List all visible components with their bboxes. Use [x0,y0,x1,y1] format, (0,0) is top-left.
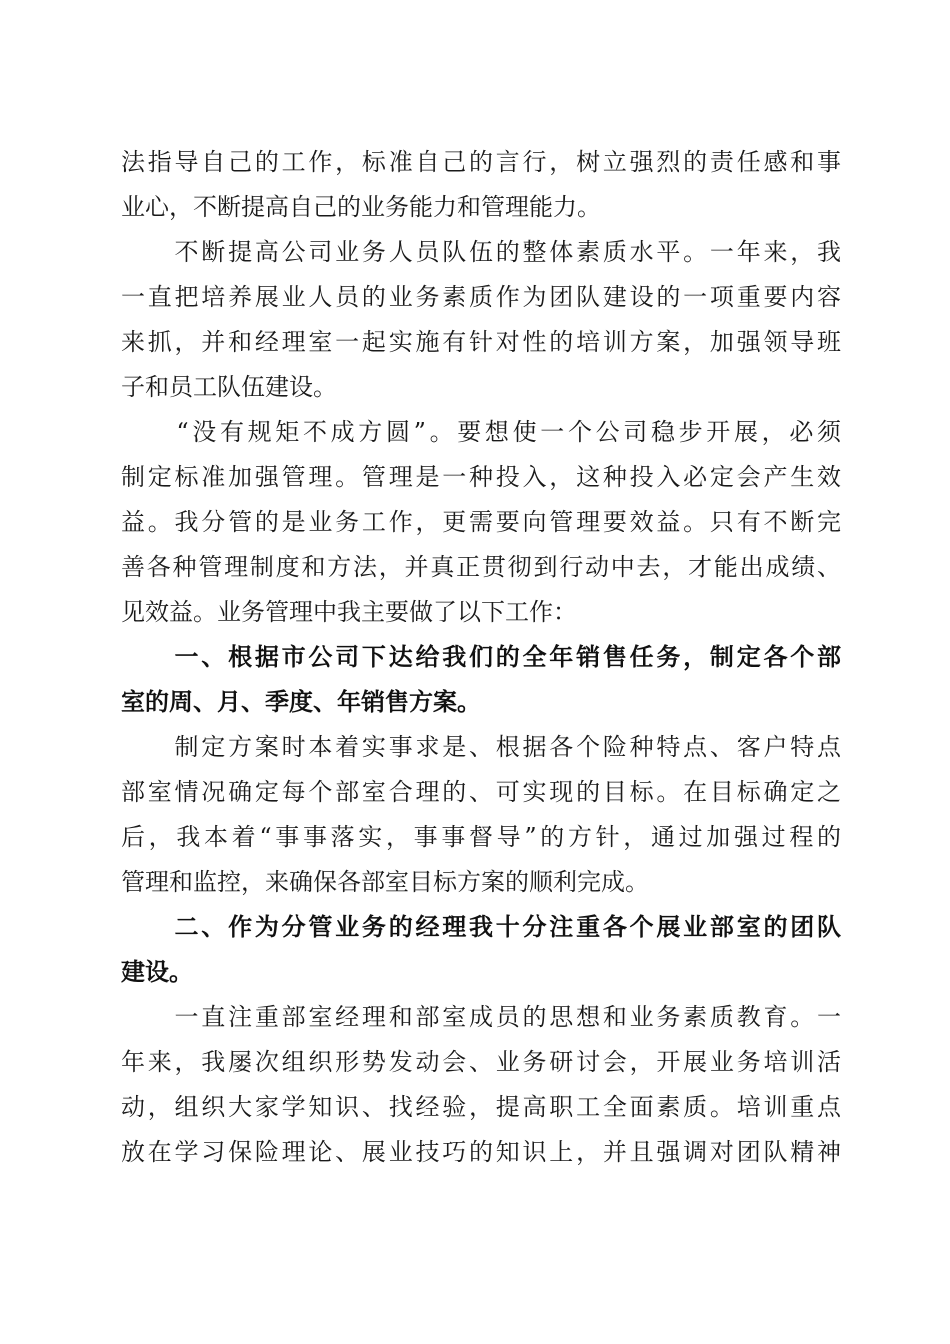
text-line: 法指导自己的工作，标准自己的言行，树立强烈的责任感和事 [121,148,841,176]
text-line: 一直注重部室经理和部室成员的思想和业务素质教育。一 [121,1003,841,1031]
text-line: 善各种管理制度和方法，并真正贯彻到行动中去，才能出成绩、 [121,553,841,581]
section-heading-line: 建设。 [121,958,193,986]
text-line: 年来，我屡次组织形势发动会、业务研讨会，开展业务培训活 [121,1048,841,1076]
text-line: 管理和监控，来确保各部室目标方案的顺利完成。 [121,868,649,896]
text-line: 益。我分管的是业务工作，更需要向管理要效益。只有不断完 [121,508,841,536]
text-line: “没有规矩不成方圆”。要想使一个公司稳步开展，必须 [121,418,841,446]
text-line: 制定标准加强管理。管理是一种投入，这种投入必定会产生效 [121,463,841,491]
text-line: 部室情况确定每个部室合理的、可实现的目标。在目标确定之 [121,778,841,806]
text-line: 来抓，并和经理室一起实施有针对性的培训方案，加强领导班 [121,328,841,356]
text-line: 见效益。业务管理中我主要做了以下工作： [121,598,577,626]
text-line: 制定方案时本着实事求是、根据各个险种特点、客户特点 [121,733,841,761]
text-line: 子和员工队伍建设。 [121,373,337,401]
text-line: 一直把培养展业人员的业务素质作为团队建设的一项重要内容 [121,283,841,311]
section-heading-line: 室的周、月、季度、年销售方案。 [121,688,481,716]
section-heading-line: 二、作为分管业务的经理我十分注重各个展业部室的团队 [121,913,841,941]
text-line: 动，组织大家学知识、找经验，提高职工全面素质。培训重点 [121,1093,841,1121]
text-line: 后，我本着“事事落实，事事督导”的方针，通过加强过程的 [121,823,841,851]
text-line: 业心，不断提高自己的业务能力和管理能力。 [121,193,601,221]
section-heading-line: 一、根据市公司下达给我们的全年销售任务，制定各个部 [121,643,841,671]
text-line: 放在学习保险理论、展业技巧的知识上，并且强调对团队精神 [121,1138,841,1166]
text-line: 不断提高公司业务人员队伍的整体素质水平。一年来，我 [121,238,841,266]
